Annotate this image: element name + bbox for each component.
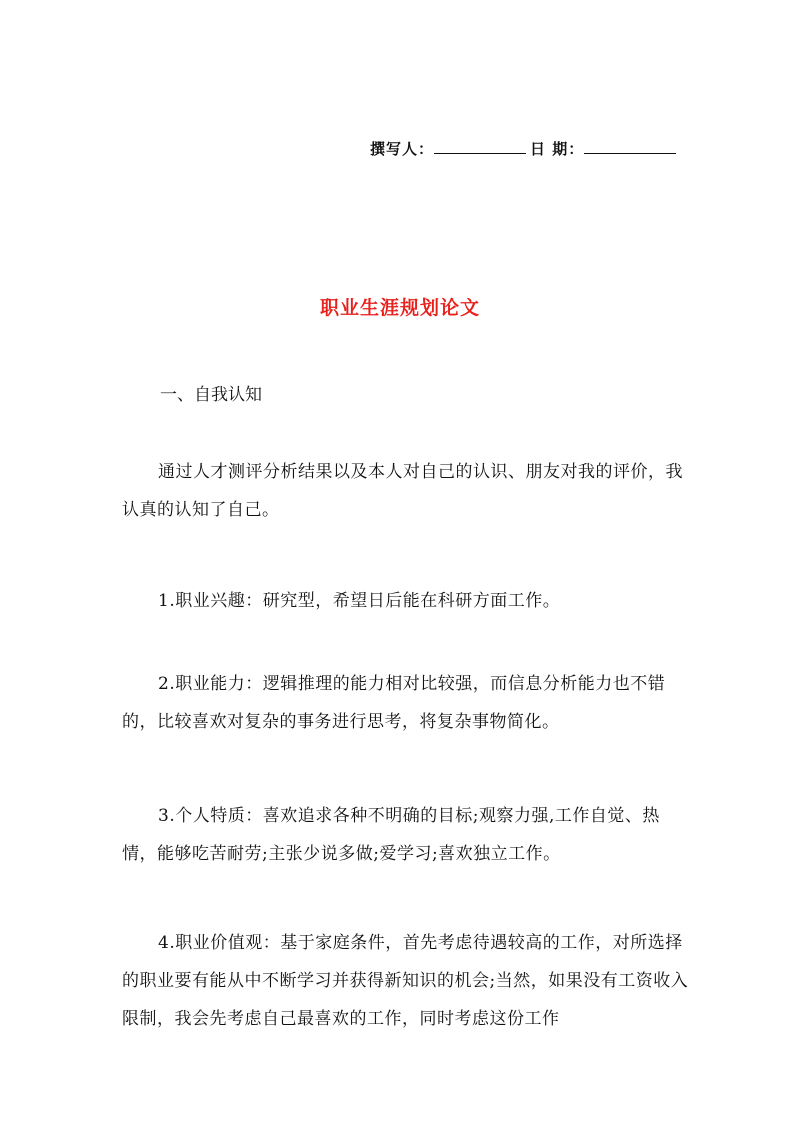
paragraph-career-values: 4.职业价值观：基于家庭条件，首先考虑待遇较高的工作，对所选择的职业要有能从中不断学习并获得新知识的机会;当然，如果没有工资收入限制，我会先考虑自己最喜欢的工作，同时考虑这份工作	[122, 933, 689, 1029]
paragraph-career-ability: 2.职业能力：逻辑推理的能力相对比较强，而信息分析能力也不错的，比较喜欢对复杂的事务进行思考，将复杂事物简化。	[122, 674, 666, 732]
date-blank	[584, 139, 676, 154]
date-label: 日 期：	[530, 140, 585, 158]
author-date-line	[370, 138, 710, 159]
paragraph-career-interest: 1.职业兴趣：研究型，希望日后能在科研方面工作。	[158, 591, 561, 611]
document-title: 职业生涯规划论文	[319, 297, 480, 319]
author-label: 撰写人：	[370, 140, 435, 158]
intro-paragraph: 通过人才测评分析结果以及本人对自己的认识、朋友对我的评价，我认真的认知了自己。	[122, 462, 683, 520]
author-blank	[434, 139, 526, 154]
section-heading: 一、自我认知	[160, 385, 262, 405]
paragraph-personal-traits: 3.个人特质：喜欢追求各种不明确的目标;观察力强,工作自觉、热情，能够吃苦耐劳;主张少说多做;爱学习;喜欢独立工作。	[122, 806, 660, 864]
